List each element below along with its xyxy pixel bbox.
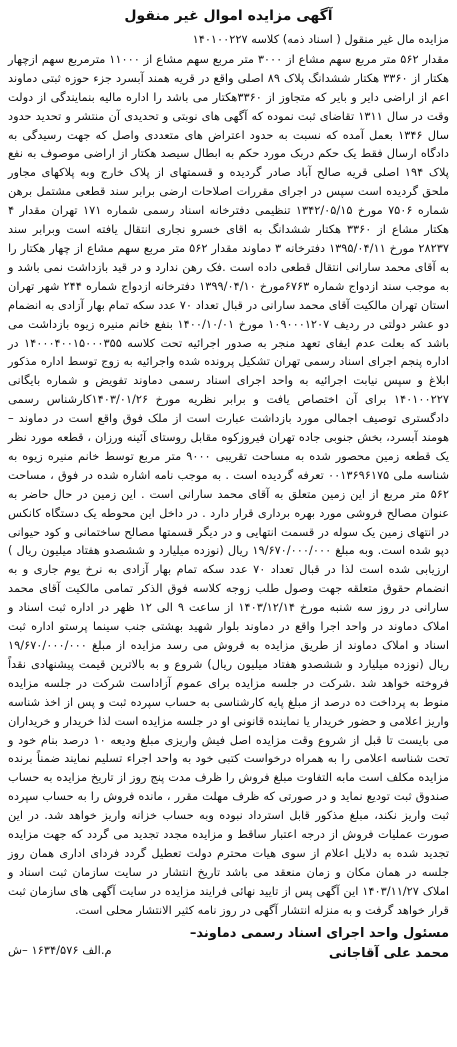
notice-reference: م.الف ۱۶۳۴/۵۷۶ –ش	[8, 942, 112, 957]
notice-intro: مزایده مال غیر منقول ( اسناد ذمه) کلاسه ۱۴۰۱۰۰۲۲۷	[192, 32, 449, 46]
notice-body: مقدار ۵۶۲ متر مربع سهم مشاع از ۳۰۰۰ متر مربع سهم مشاع از ۱۱۰۰۰ مترمربع سهم ازچهار هکتار از ۳۳۶۰ هکتار ششدانگ پلاک ۸۹ اصلی واقع در قریه همند آبسرد جزء حوزه ثبتی دماوند اعم از اراضی دایر و بایر که متجاوز از ۳۳۶۰هکتار می باشد را اداره مالیه بنمایندگی از دولت وقت در سال ۱۳۱۱ تقاضای ثبت نموده که آگهی های نوبتی و تحدیدی آن منتشر و تحدید حدود سال ۱۳۴۶ بعمل آمده که نسبت به حدود اعتراض های متعددی واصل که جهت رسیدگی به دادگاه ارسال فقط یک حکم دربک مورد حکم به ابطال سیصد هکتار از اراضی موصوف به نفع پلاک ۱۹۴ اصلی قریه صالح آباد صادر گردیده و قسمتهای از پلاک خارج وبه پلاکهای مجاور ملحق گردیده است سپس در اجرای مقررات اصلاحات ارضی برابر سند قطعی مشتمل برهن شماره ۷۵۰۶ مورخ ۱۳۴۲/۰۵/۱۵ تنظیمی دفترخانه اسناد رسمی شماره ۱۷۱ تهران مقدار ۴ هکتار مشاع از ۳۳۶۰ هکتار ششدانگ به اقای خسرو نجاری انتقال یافته است وبرابر سند ۲۸۲۳۷ مورخ ۱۳۹۵/۰۴/۱۱ دفترخانه ۳ دماوند مقدار ۵۶۲ متر مربع سهم مشاع از چهار هکتار را به آقای محمد سارانی انتقال قطعی داده است .فک رهن ندارد و در قید بازداشت نمی باشد و به موجب سند ازدواج شماره ۶۷۶۳مورخ ۱۳۹۹/۰۴/۱۰ دفترخانه ازدواج شماره ۲۴۴ شهر تهران استان تهران مالکیت آقای محمد سارانی در قبال تعداد ۷۰ عدد سکه تمام بهار آزادی به انضمام دو عشر دولتی در ردیف ۱۰۹۰۰۰۱۲۰۷ مورخ ۱۴۰۰/۱۰/۰۱ بنفع خانم منیره زیوه بازداشت می باشد که بعلت عدم ایفای تعهد منجر به صدور اجرائیه تحت کلاسه ۱۴۰۰۰۴۰۰۱۵۰۰۰۳۵۵ در اداره پنجم اجرای اسناد رسمی تهران تشکیل پرونده شده واجرائیه به زوج توسط اداره مذکور ابلاغ و سپس نیابت اجرائیه به واحد اجرای اسناد رسمی دماوند تفویض و شماره بایگانی ۱۴۰۱۰۰۲۲۷ برای آن اختصاص یافت و برابر نظریه مورخ ۱۴۰۳/۰۱/۲۶کارشناس رسمی دادگستری توصیف اجمالی مورد بازداشت عبارت است از ملک فوق واقع است در دماوند – هومند آبسرد، بخش جنوبی جاده تهران فیروزکوه مقابل روستای آئینه ورزان ، قطعه مورد نظر یک قطعه زمین محصور شده به مساحت تقریبی ۹۰۰۰ متر مربع توسط خانم منیره زیوه به شناسه ملی ۰۰۱۳۶۹۶۱۷۵ تعرفه گردیده است . به موجب نامه اشاره شده در فوق ، مساحت ۵۶۲ متر مربع از این زمین متعلق به آقای محمد سارانی است . این زمین در حال حاضر به عنوان مصالح فروشی مورد بهره برداری قرار دارد . در داخل این محوطه یک دستگاه کانکس در انتهای زمین یک سوله در قسمت انتهایی و در دیگر قسمتها مصالح ساختمانی و کود حیوانی دپو شده است. وبه مبلغ ۱۹/۶۷۰/۰۰۰/۰۰۰ ریال (نوزده میلیارد و ششصدو هفتاد میلیون ریال ) ارزیابی شده است لذا در قبال تعداد ۷۰ عدد سکه تمام بهار آزادی به نرخ یوم جاری و به انضمام حقوق متعلقه جهت وصول طلب زوجه کلاسه فوق الذکر تمامی مالکیت آقای محمد سارانی در روز سه شنبه مورخ ۱۴۰۳/۱۲/۱۴ از ساعت ۹ الی ۱۲ ظهر در اداره ثبت اسناد و املاک دماوند در واحد اجرا واقع در دماوند بلوار شهید بهشتی جنب سینما پرستو اداره ثبت اسناد و املاک دماوند از طریق مزایده به فروش می رسد مزایده از مبلغ ۱۹/۶۷۰/۰۰۰/۰۰۰ ریال (نوزده میلیارد و ششصدو هفتاد میلیون ریال) شروع و به بالاترین قیمت پیشنهادی نقداً فروخته خواهد شد .شرکت در جلسه مزایده برای عموم آزاداست شرکت در جلسه مزایده منوط به پرداخت ده درصد از مبلغ پایه کارشناسی به حساب سپرده ثبت و پس از اخذ شناسه واریز اعلامی و حضور خریدار یا نماینده قانونی او در جلسه مزایده است لذا خریدار و خریداران می بایست تا قبل از شروع وقت مزایده اصل فیش واریزی مبلغ ودیعه ۱۰ درصد بنام خود و تحت شناسه اعلامی را به همراه درخواست کتبی خود به واحد اجراء تسلیم نمایند ضمناً برنده مزایده مکلف است مابه التفاوت مبلغ فروش را ظرف مدت پنج روز از تاریخ مزایده به حساب صندوق ثبت تودیع نماید و در صورتی که ظرف مهلت مقرر ، مانده فروش را به حساب سپرده ثبت واریز نکند، مبلغ مذکور قابل استرداد نبوده وبه حساب خزانه واریز خواهد شد. در این صورت عملیات فروش از درجه اعتبار ساقط و مزایده مجدد تجدید می گردد که جهت مزایده تجدید شده به دلایل اعلام از سوی هیات محترم دولت تعطیل گردد فردای اداری همان روز جلسه در همان مکان و زمان منعقد می باشد تاریخ انتشار در سایت سازمان ثبت اسناد و املاک ۱۴۰۳/۱۱/۲۷ این آگهی پس از تایید نهائی فرایند مزایده در سایت آگهی های سازمان ثبت قرار خواهد گرفت و به منزله انتشار آگهی در روز نامه کثیر الانتشار محلی است.	[8, 51, 449, 917]
notice-footer	[8, 924, 449, 964]
signature-title: مسئول واحد اجرای اسناد رسمی دماوند–	[189, 925, 449, 941]
signature-name: محمد علی آقاجانی	[328, 945, 449, 961]
notice-title: آگهی مزایده اموال غیر منقول	[124, 8, 333, 24]
